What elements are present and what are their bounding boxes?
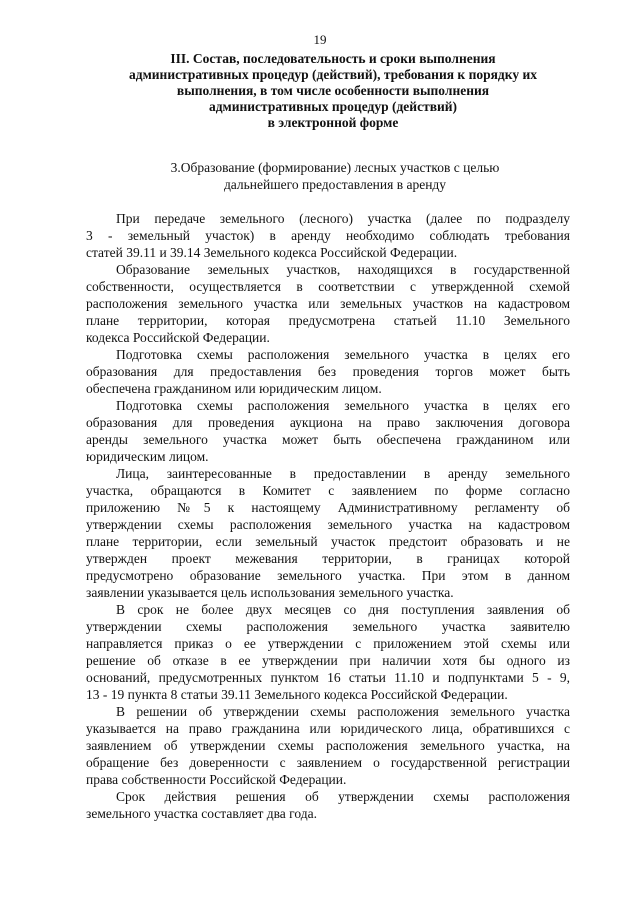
body-paragraph <box>86 210 570 261</box>
paragraph-line: Срок действия решения об утверждении схемы расположения <box>116 789 570 804</box>
body-paragraph <box>86 261 570 346</box>
paragraph-line: расположения земельного участка или земельных участков на кадастровом <box>86 296 570 311</box>
paragraph-line: статей 39.11 и 39.14 Земельного кодекса Российской Федерации. <box>86 245 458 260</box>
paragraph-line: Образование земельных участков, находящихся в государственной <box>116 262 570 277</box>
paragraph-line: 3 - земельный участок) в аренду необходимо соблюдать требования <box>86 228 570 243</box>
document-body <box>86 210 570 822</box>
paragraph-line: собственности, осуществляется в соответствии с утвержденной схемой <box>86 279 570 294</box>
paragraph-line: участка, обращаются в Комитет с заявлением по форме согласно <box>86 483 570 498</box>
paragraph-line: кодекса Российской Федерации. <box>86 330 270 345</box>
section-title-line: выполнения, в том числе особенности выполнения <box>176 83 490 98</box>
page-number: 19 <box>313 32 327 47</box>
paragraph-line: плане территории, которая предусмотрена статьей 11.10 Земельного <box>86 313 570 328</box>
subsection-title-line: 3.Образование (формирование) лесных участков с целью <box>170 160 500 175</box>
body-paragraph <box>86 346 570 397</box>
paragraph-line: обеспечена гражданином или юридическим лицом. <box>86 381 382 396</box>
body-paragraph <box>86 703 570 788</box>
subsection-title <box>120 159 550 193</box>
paragraph-line: образования для предоставления без проведения торгов может быть <box>86 364 570 379</box>
section-title-line: административных процедур (действий) <box>208 99 458 114</box>
paragraph-line: приложению №5 к настоящему Административному регламенту об <box>86 500 570 515</box>
paragraph-line: обращение без доверенности с заявлением о государственной регистрации <box>86 755 570 770</box>
paragraph-line: утвержден проект межевания территории, в границах которой <box>86 551 570 566</box>
paragraph-line: утверждении схемы расположения земельного участка заявителю <box>86 619 570 634</box>
section-title-line: административных процедур (действий), требования к порядку их <box>129 67 537 82</box>
body-paragraph <box>86 601 570 703</box>
paragraph-line: При передаче земельного (лесного) участка (далее по подразделу <box>116 211 570 226</box>
paragraph-line: утверждении схемы расположения земельного участка на кадастровом <box>86 517 570 532</box>
paragraph-line: заявлением об утверждении схемы расположения земельного участка, на <box>86 738 570 753</box>
paragraph-line: Подготовка схемы расположения земельного участка в целях его <box>116 347 570 362</box>
subsection-title-line: дальнейшего предоставления в аренду <box>223 177 447 192</box>
section-title-line: в электронной форме <box>267 115 399 130</box>
paragraph-line: Подготовка схемы расположения земельного участка в целях его <box>116 398 570 413</box>
section-title <box>98 51 568 131</box>
paragraph-line: аренды земельного участка может быть обеспечена гражданином или <box>86 432 570 447</box>
paragraph-line: оснований, предусмотренных пунктом 16 статьи 11.10 и подпунктами 5 - 9, <box>86 670 570 685</box>
paragraph-line: земельного участка составляет два года. <box>86 806 317 821</box>
body-paragraph <box>86 465 570 601</box>
paragraph-line: юридическим лицом. <box>86 449 209 464</box>
paragraph-line: плане территории, если земельный участок предстоит образовать и не <box>86 534 570 549</box>
paragraph-line: В срок не более двух месяцев со дня поступления заявления об <box>116 602 570 617</box>
paragraph-line: Лица, заинтересованные в предоставлении в аренду земельного <box>116 466 570 481</box>
body-paragraph <box>86 788 570 822</box>
paragraph-line: 13 - 19 пункта 8 статьи 39.11 Земельного кодекса Российской Федерации. <box>86 687 508 702</box>
paragraph-line: заявлении указывается цель использования земельного участка. <box>86 585 454 600</box>
paragraph-line: права собственности Российской Федерации. <box>86 772 347 787</box>
section-title-line: III. Состав, последовательность и сроки выполнения <box>170 51 496 66</box>
paragraph-line: указывается на право гражданина или юридического лица, обратившихся с <box>86 721 570 736</box>
paragraph-line: В решении об утверждении схемы расположения земельного участка <box>116 704 570 719</box>
body-paragraph <box>86 397 570 465</box>
paragraph-line: предусмотрено образование земельного участка. При этом в данном <box>86 568 570 583</box>
paragraph-line: образования для проведения аукциона на право заключения договора <box>86 415 570 430</box>
paragraph-line: направляется приказ о ее утверждении с приложением этой схемы или <box>86 636 570 651</box>
paragraph-line: решение об отказе в ее утверждении при наличии хотя бы одного из <box>86 653 570 668</box>
